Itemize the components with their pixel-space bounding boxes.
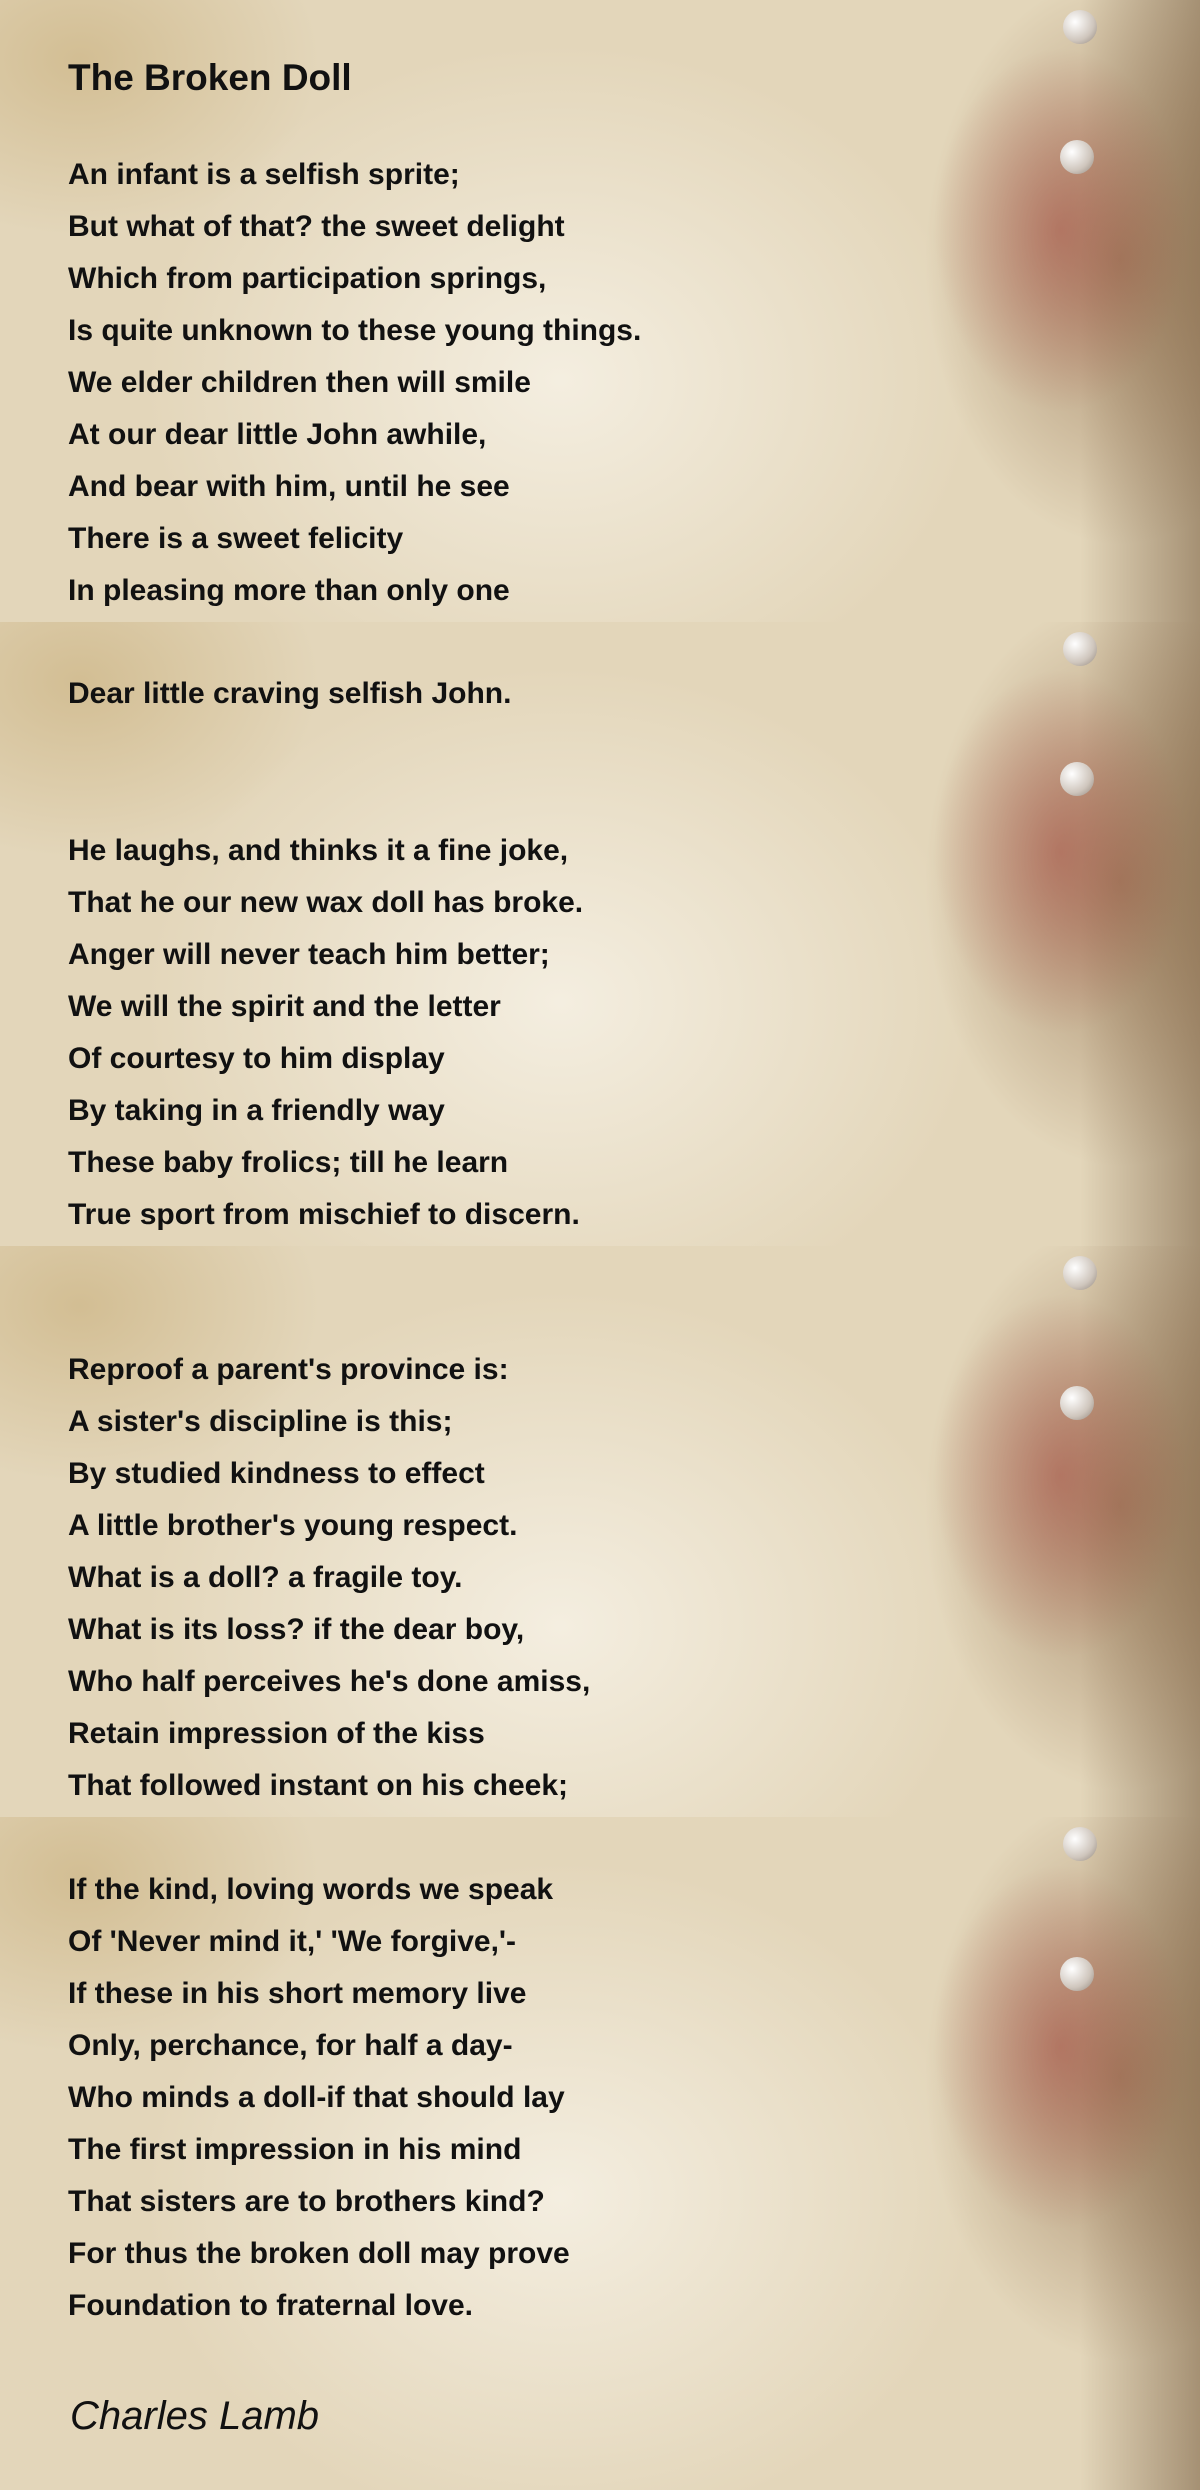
stanza	[68, 1864, 570, 2332]
poem-line: By taking in a friendly way	[68, 1094, 445, 1127]
stanza	[68, 1344, 590, 1812]
poem-line: An infant is a selfish sprite;	[68, 158, 460, 191]
poem-line: By studied kindness to effect	[68, 1457, 485, 1490]
pearl-decoration	[1063, 632, 1097, 666]
poem-title: The Broken Doll	[68, 57, 352, 98]
poem-line: If these in his short memory live	[68, 1977, 527, 2010]
poem-line: Of 'Never mind it,' 'We forgive,'-	[68, 1925, 517, 1958]
pearl-decoration	[1063, 1256, 1097, 1290]
poem-line: But what of that? the sweet delight	[68, 210, 565, 243]
poem-line: What is a doll? a fragile toy.	[68, 1561, 463, 1594]
poem-line: There is a sweet felicity	[68, 522, 404, 555]
pearl-decoration	[1060, 1957, 1094, 1991]
stanza	[68, 825, 583, 1241]
poem-line: Retain impression of the kiss	[68, 1717, 485, 1750]
poem-line: That followed instant on his cheek;	[68, 1769, 569, 1802]
poem-author: Charles Lamb	[70, 2394, 320, 2438]
poem-line: Which from participation springs,	[68, 262, 547, 295]
poem-line: If the kind, loving words we speak	[68, 1873, 554, 1906]
pearl-decoration	[1063, 1827, 1097, 1861]
poem-line: At our dear little John awhile,	[68, 418, 487, 451]
poem-line: For thus the broken doll may prove	[68, 2237, 570, 2270]
pearl-decoration	[1060, 140, 1094, 174]
poem-line: He laughs, and thinks it a fine joke,	[68, 834, 569, 867]
poem-line: Who minds a doll-if that should lay	[68, 2081, 565, 2114]
poem-line: Reproof a parent's province is:	[68, 1353, 509, 1386]
pearl-decoration	[1063, 10, 1097, 44]
stanza	[68, 149, 641, 617]
poem-line: These baby frolics; till he learn	[68, 1146, 509, 1179]
poem-line: Is quite unknown to these young things.	[68, 314, 642, 347]
poem-line: Who half perceives he's done amiss,	[68, 1665, 591, 1698]
poem-line: Dear little craving selfish John.	[68, 677, 512, 710]
poem-line: The first impression in his mind	[68, 2133, 522, 2166]
poem-line: What is its loss? if the dear boy,	[68, 1613, 525, 1646]
poem-line: We elder children then will smile	[68, 366, 531, 399]
poem-line: That he our new wax doll has broke.	[68, 886, 584, 919]
pearl-decoration	[1060, 1386, 1094, 1420]
pearl-decoration	[1060, 762, 1094, 796]
poem-line: Only, perchance, for half a day-	[68, 2029, 513, 2062]
poem-line: That sisters are to brothers kind?	[68, 2185, 545, 2218]
poem-line: Of courtesy to him display	[68, 1042, 445, 1075]
poem-line: A sister's discipline is this;	[68, 1405, 453, 1438]
poem-line: True sport from mischief to discern.	[68, 1198, 580, 1231]
poem-line: A little brother's young respect.	[68, 1509, 518, 1542]
poem-line: And bear with him, until he see	[68, 470, 510, 503]
poem-line: We will the spirit and the letter	[68, 990, 501, 1023]
poem-line: In pleasing more than only one	[68, 574, 510, 607]
stanza	[68, 668, 511, 720]
poem-line: Anger will never teach him better;	[68, 938, 550, 971]
poem-line: Foundation to fraternal love.	[68, 2289, 474, 2322]
